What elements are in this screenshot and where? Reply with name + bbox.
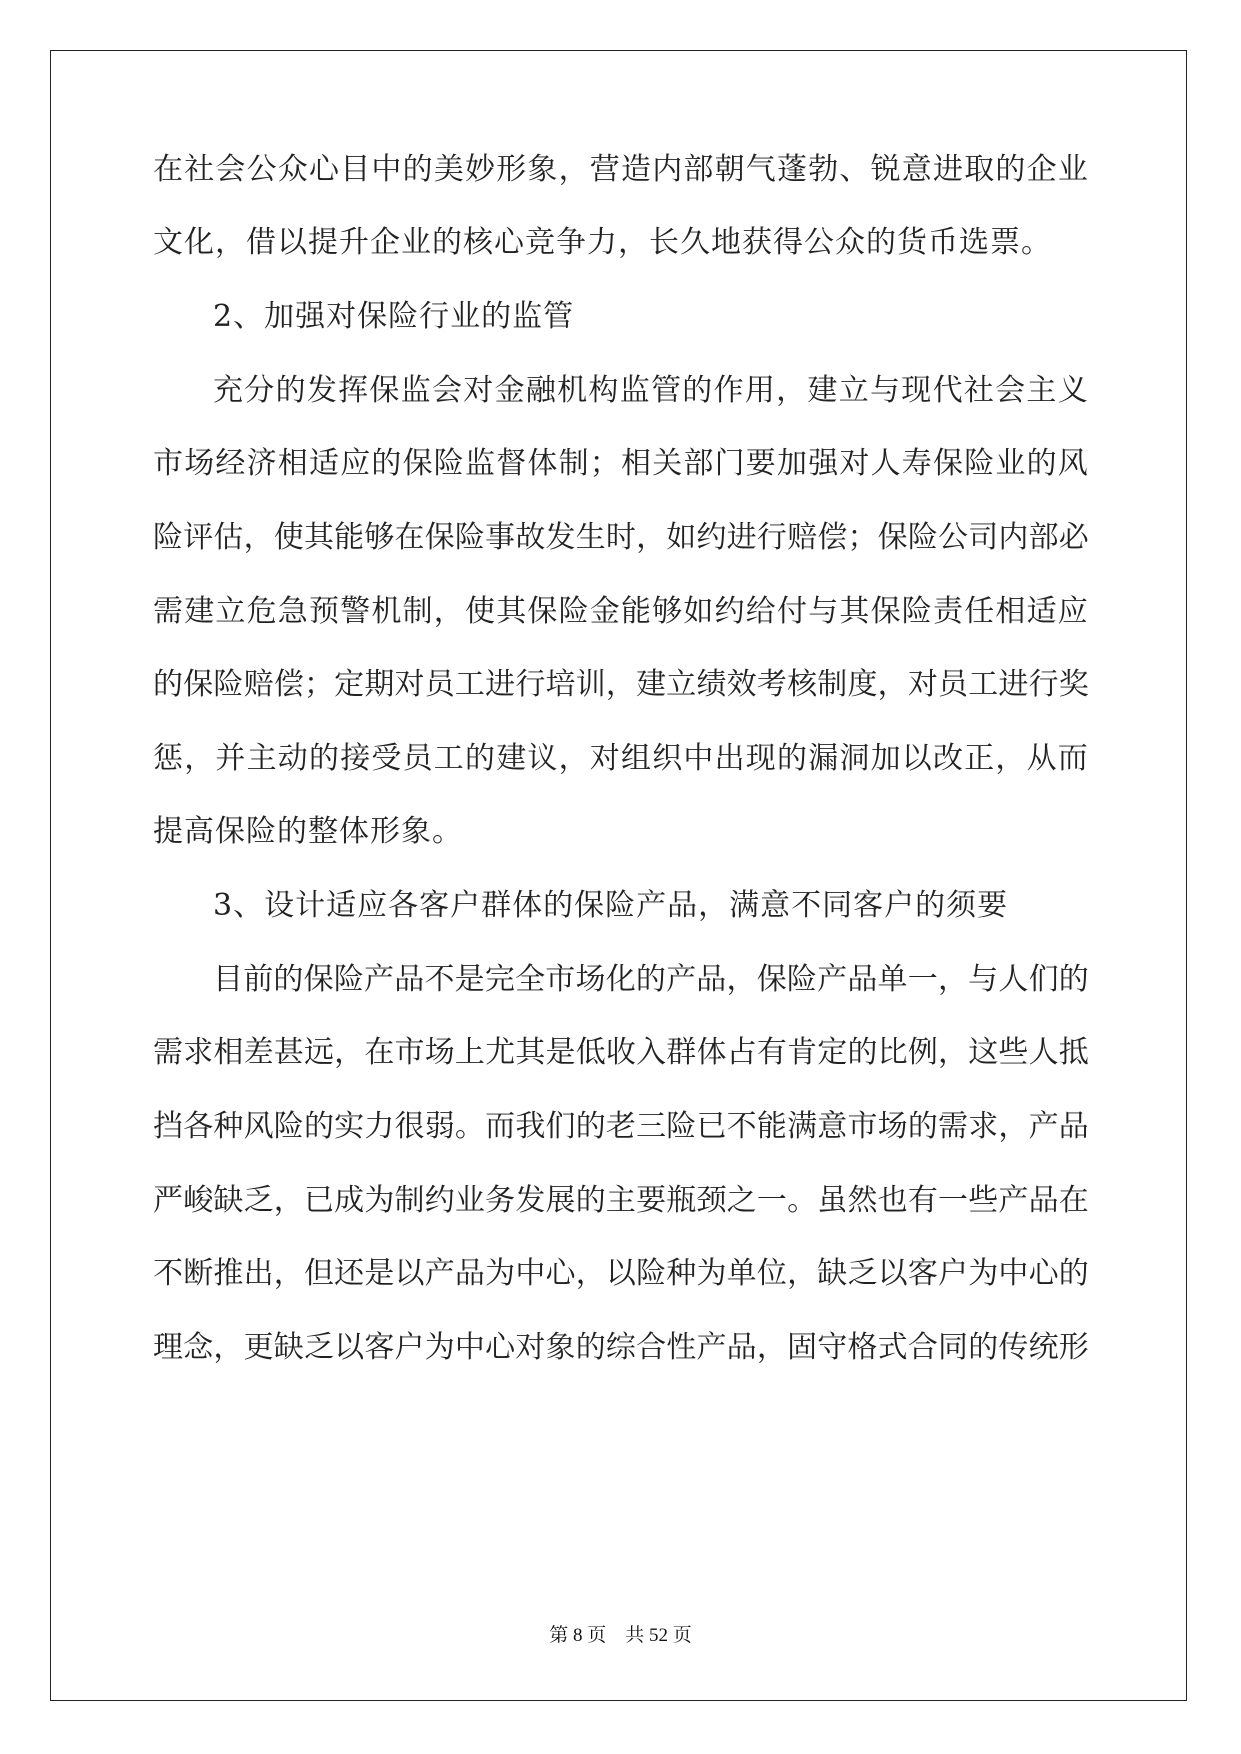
text-line: 险评估，使其能够在保险事故发生时，如约进行赔偿；保险公司内部必 [153, 520, 1089, 555]
text-line: 提高保险的整体形象。 [153, 814, 463, 849]
text-line: 严峻缺乏，已成为制约业务发展的主要瓶颈之一。虽然也有一些产品在 [153, 1183, 1089, 1218]
text-line: 在社会公众心目中的美妙形象，营造内部朝气蓬勃、锐意进取的企业 [153, 152, 1089, 187]
text-line: 理念，更缺乏以客户为中心对象的综合性产品，固守格式合同的传统形 [153, 1330, 1089, 1365]
text-line: 需求相差甚远，在市场上尤其是低收入群体占有肯定的比例，这些人抵 [153, 1035, 1089, 1070]
text-line: 的保险赔偿；定期对员工进行培训，建立绩效考核制度，对员工进行奖 [153, 667, 1089, 702]
text-line: 市场经济相适应的保险监督体制；相关部门要加强对人寿保险业的风 [153, 446, 1089, 481]
text-line: 惩，并主动的接受员工的建议，对组织中出现的漏洞加以改正，从而 [153, 741, 1089, 776]
page-footer [0, 1624, 1241, 1648]
section-heading: 2、加强对保险行业的监管 [213, 299, 575, 334]
page-number: 第 8 页 [549, 1625, 607, 1646]
text-line: 不断推出，但还是以产品为中心，以险种为单位，缺乏以客户为中心的 [153, 1256, 1089, 1291]
text-line: 挡各种风险的实力很弱。而我们的老三险已不能满意市场的需求，产品 [153, 1109, 1089, 1144]
text-line: 目前的保险产品不是完全市场化的产品，保险产品单一，与人们的 [213, 962, 1089, 997]
text-line: 需建立危急预警机制，使其保险金能够如约给付与其保险责任相适应 [153, 594, 1089, 629]
section-heading: 3、设计适应各客户群体的保险产品，满意不同客户的须要 [213, 888, 1009, 923]
text-line: 充分的发挥保监会对金融机构监管的作用，建立与现代社会主义 [213, 373, 1089, 408]
text-line: 文化，借以提升企业的核心竞争力，长久地获得公众的货币选票。 [153, 225, 1052, 260]
page-total: 共 52 页 [625, 1625, 692, 1646]
